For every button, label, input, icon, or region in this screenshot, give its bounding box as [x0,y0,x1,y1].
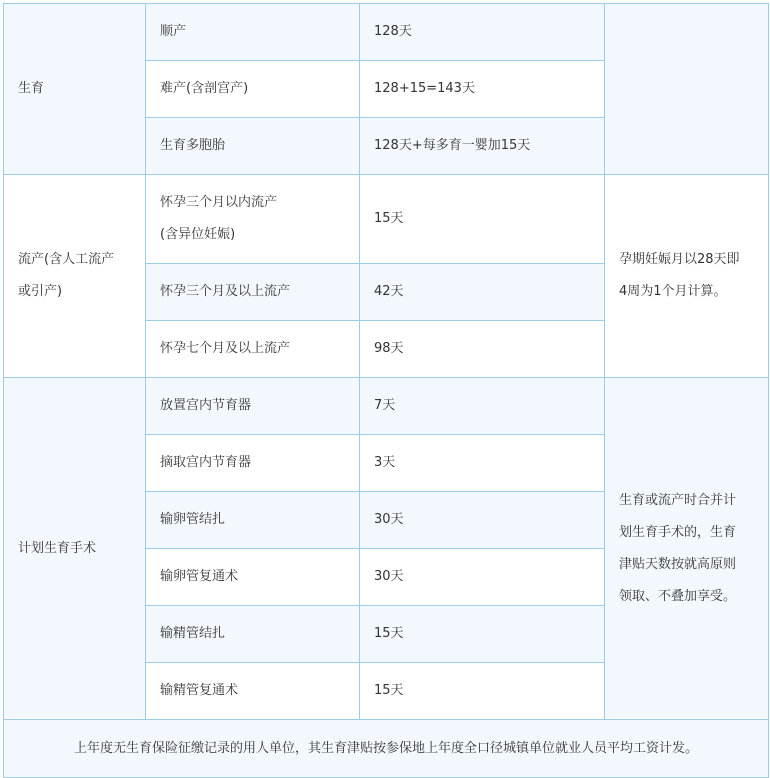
note-line: 孕期妊娠月以28天即 [619,252,740,267]
days-value: 3天 [374,455,396,470]
days-value: 128天+每多育一婴加15天 [374,138,531,153]
days-cell [360,61,605,118]
type-label-line: (含异位妊娠) [160,227,236,242]
days-value: 30天 [374,569,404,584]
category-cell-family-planning [4,378,146,720]
days-cell [360,4,605,61]
category-cell-birth [4,4,146,175]
type-cell [146,4,360,61]
type-cell [146,492,360,549]
days-cell [360,321,605,378]
note-line: 生育或流产时合并计 [619,492,737,508]
type-cell [146,663,360,720]
days-cell [360,492,605,549]
note-cell-birth [605,4,769,175]
type-cell [146,606,360,663]
type-label: 难产(含剖宫产) [160,81,249,96]
type-cell [146,378,360,435]
days-value: 128+15=143天 [374,81,475,96]
maternity-leave-table [3,3,769,778]
type-cell [146,175,360,264]
days-value: 15天 [374,626,404,641]
category-label-line: 流产(含人工流产 [18,252,115,267]
days-value: 42天 [374,284,404,299]
type-label: 顺产 [160,24,187,39]
type-label: 放置宫内节育器 [160,398,252,413]
type-cell [146,264,360,321]
days-cell [360,549,605,606]
days-cell [360,663,605,720]
footer-note: 上年度无生育保险征缴记录的用人单位，其生育津贴按参保地上年度全口径城镇单位就业人员平均工资计发。 [4,720,769,778]
table-row [4,4,769,61]
days-value: 7天 [374,398,396,413]
days-cell [360,378,605,435]
days-value: 30天 [374,512,404,527]
type-label: 输卵管复通术 [160,569,239,584]
type-cell [146,118,360,175]
type-label: 怀孕三个月及以上流产 [160,284,291,299]
category-label: 生育 [18,81,45,96]
category-cell-miscarriage [4,175,146,378]
type-label-line: 怀孕三个月以内流产 [160,195,278,210]
type-cell [146,61,360,118]
category-label-line: 或引产) [18,284,63,299]
type-label: 输卵管结扎 [160,512,226,527]
days-cell [360,435,605,492]
table-row [4,378,769,435]
type-label: 生育多胞胎 [160,138,226,153]
type-label: 输精管结扎 [160,626,226,641]
days-value: 15天 [374,683,404,698]
days-cell [360,175,605,264]
days-cell [360,264,605,321]
type-cell [146,549,360,606]
days-cell [360,118,605,175]
note-cell-miscarriage [605,175,769,378]
type-label: 怀孕七个月及以上流产 [160,341,291,356]
type-cell [146,321,360,378]
note-cell-family-planning [605,378,769,720]
type-label: 摘取宫内节育器 [160,455,252,470]
note-line: 4周为1个月计算。 [619,284,727,299]
table-row [4,175,769,264]
footer-row [4,720,769,778]
category-label: 计划生育手术 [18,540,97,556]
note-line: 津贴天数按就高原则 [619,556,737,572]
type-label: 输精管复通术 [160,683,239,698]
days-value: 128天 [374,24,412,39]
note-line: 领取、不叠加享受。 [619,588,737,604]
days-value: 98天 [374,341,404,356]
days-cell [360,606,605,663]
days-value: 15天 [374,211,404,226]
note-line: 划生育手术的，生育 [619,524,737,540]
type-cell [146,435,360,492]
